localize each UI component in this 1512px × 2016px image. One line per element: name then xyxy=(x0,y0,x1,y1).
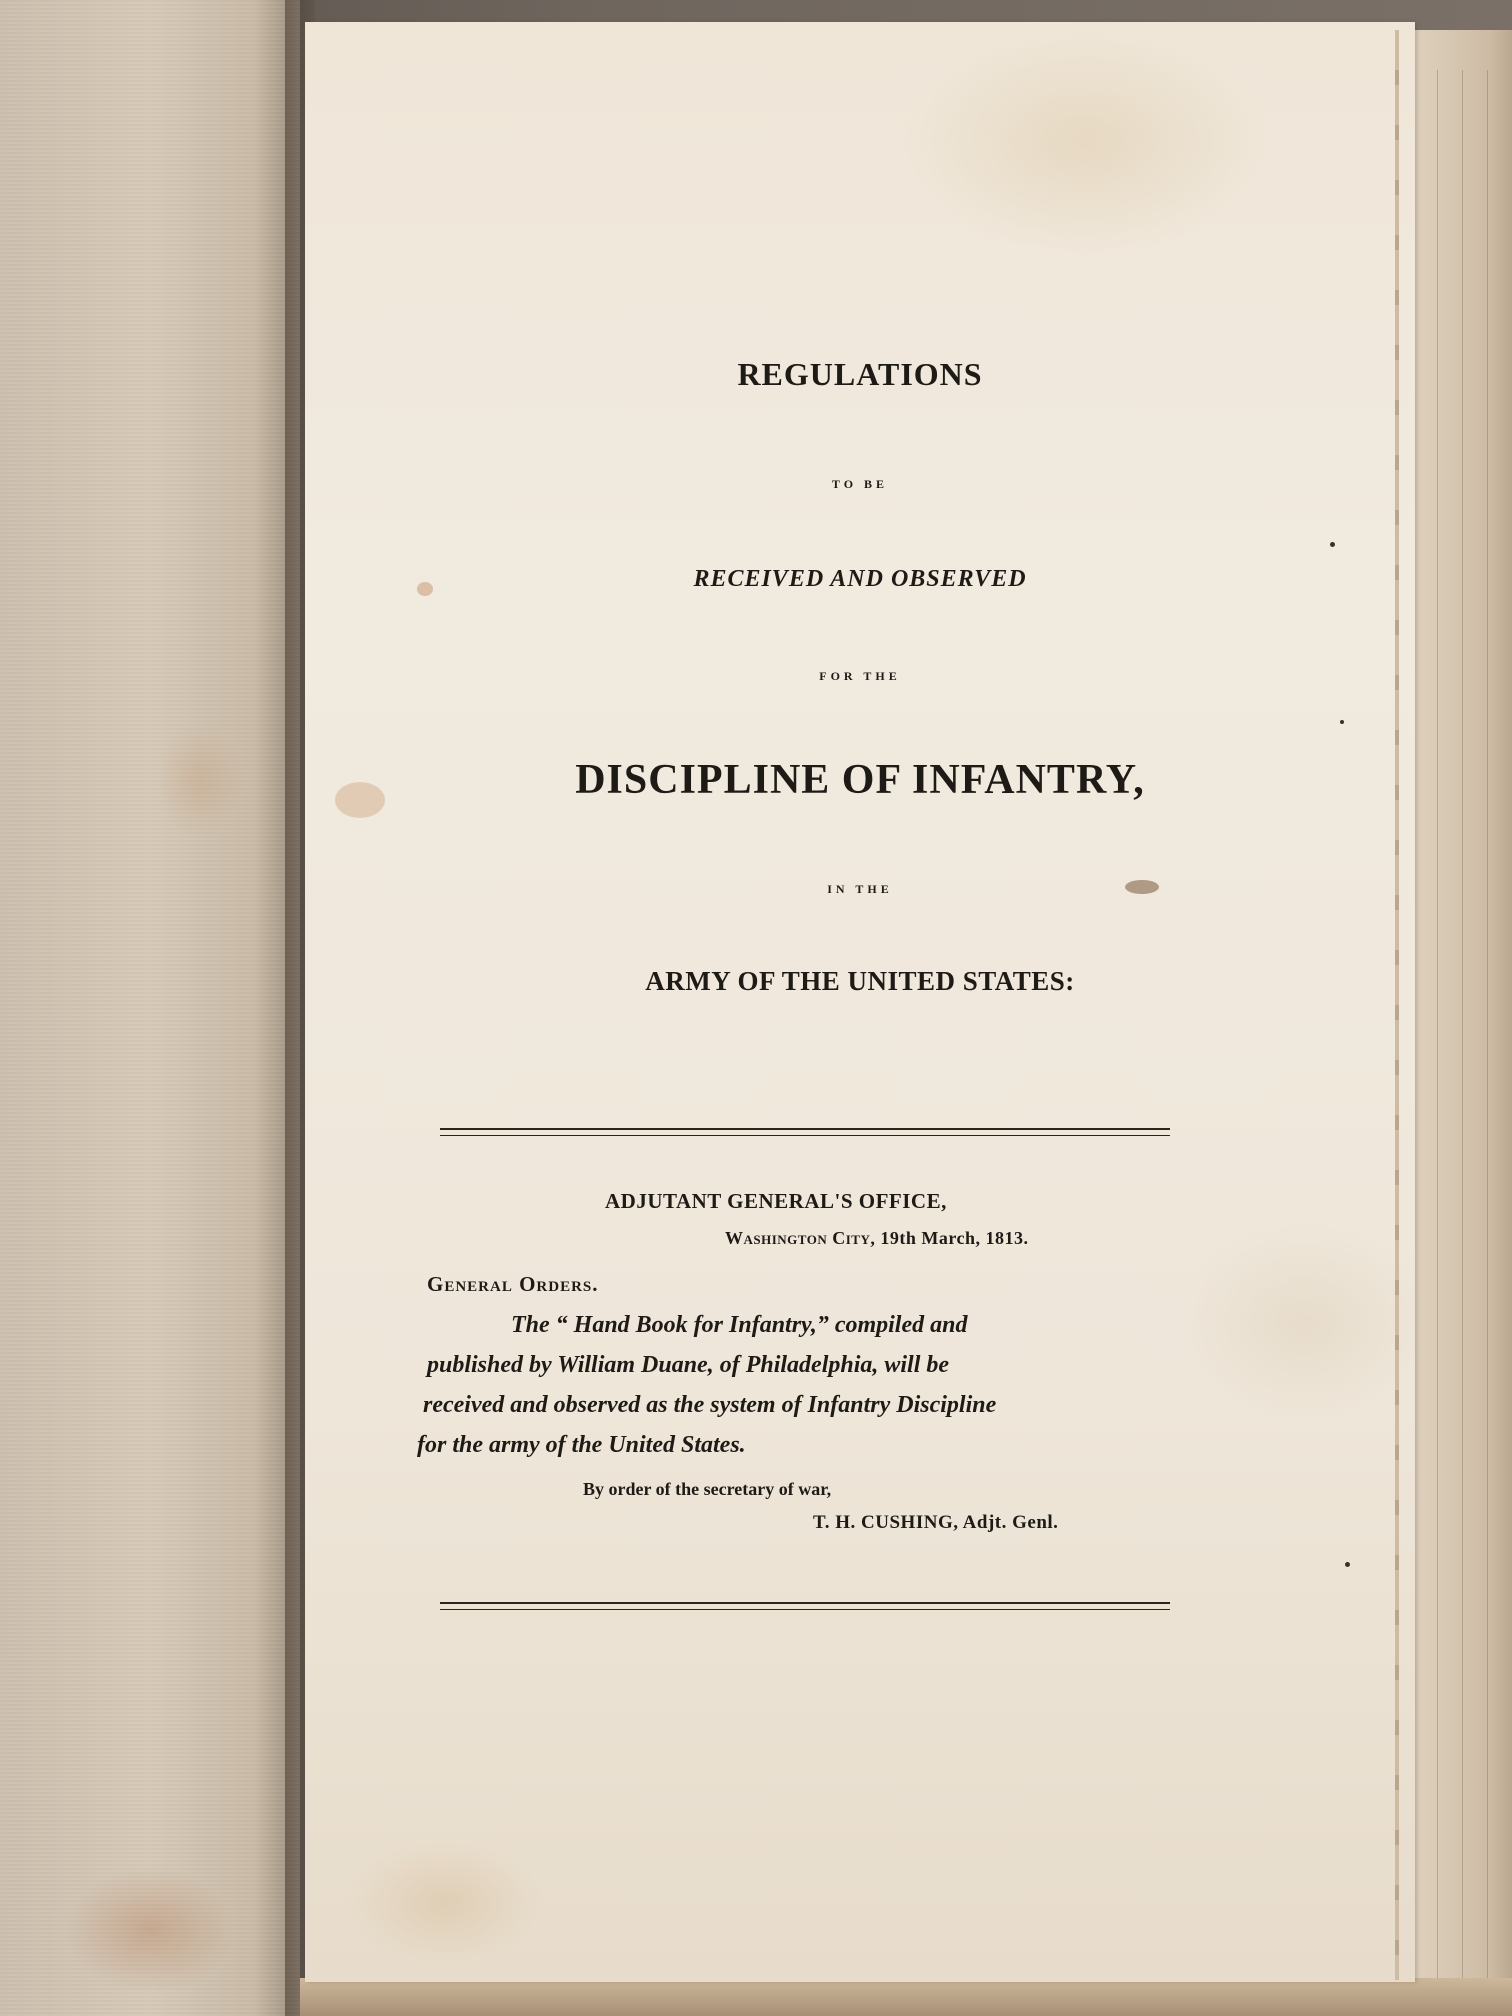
dateline-place: Washington City, xyxy=(725,1228,876,1248)
order-text-line: published by William Duane, of Philadelphia, will be xyxy=(427,1352,950,1378)
subtitle-to-be: TO BE xyxy=(831,477,889,491)
subtitle-in-the: IN THE xyxy=(827,882,893,896)
army-heading: ARMY OF THE UNITED STATES: xyxy=(645,966,1075,996)
page-edge-line xyxy=(1437,70,1438,2010)
title-page-text xyxy=(305,22,1415,1982)
main-heading: DISCIPLINE OF INFANTRY, xyxy=(575,757,1145,803)
signature-line: T. H. CUSHING, Adjt. Genl. xyxy=(813,1512,1059,1533)
double-rule-bottom xyxy=(440,1602,1170,1610)
by-order-line: By order of the secretary of war, xyxy=(583,1479,832,1499)
order-text-line: received and observed as the system of Infantry Discipline xyxy=(423,1392,997,1418)
order-text-line: The “ Hand Book for Infantry,” compiled and xyxy=(511,1312,968,1338)
dateline xyxy=(725,1228,1029,1249)
double-rule-top xyxy=(440,1128,1170,1136)
inside-cover-board xyxy=(0,0,300,2016)
page-torn-edge xyxy=(1395,30,1399,1980)
page-edge-line xyxy=(1462,70,1463,2010)
title-page xyxy=(305,22,1415,1982)
office-heading: ADJUTANT GENERAL'S OFFICE, xyxy=(605,1189,947,1213)
dateline-date: 19th March, 1813. xyxy=(880,1228,1029,1248)
page-bottom-edge xyxy=(300,1978,1512,2016)
page-edge-line xyxy=(1487,70,1488,2010)
order-text-line: for the army of the United States. xyxy=(417,1432,746,1458)
page-title: REGULATIONS xyxy=(737,356,983,392)
subtitle-for-the: FOR THE xyxy=(819,669,901,683)
orders-heading: General Orders. xyxy=(427,1272,599,1296)
subtitle-received: RECEIVED AND OBSERVED xyxy=(693,566,1027,592)
